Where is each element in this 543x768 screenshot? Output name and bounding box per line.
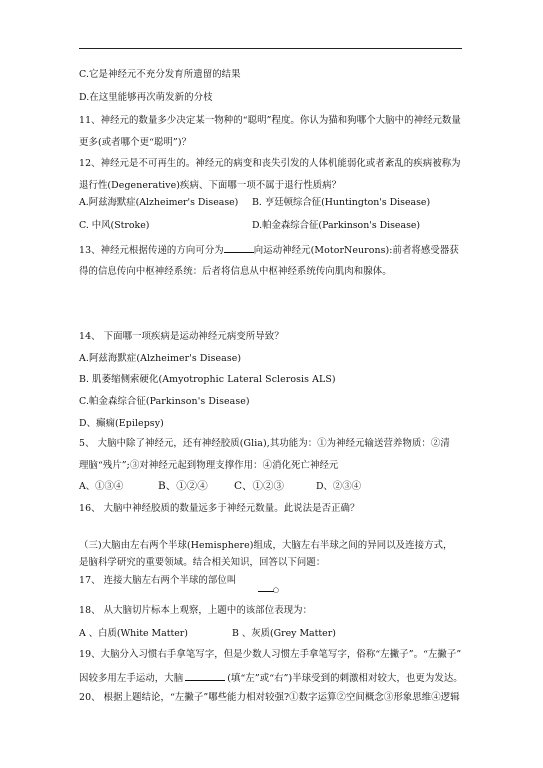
question-5-line1: 5、 大脑中除了神经元，还有神经胶质(Glia),其功能为：①为神经元输送营养物质：②清: [79, 438, 450, 449]
question-5-option-b: B、①②④: [158, 480, 208, 492]
question-13-blank[interactable]: [224, 243, 254, 253]
question-12-line2: 退行性(Degenerative)疾病、下面哪一项不属于退行性质病？: [79, 180, 342, 191]
question-19-line2: [79, 671, 463, 685]
question-5-line2: 理脑“残片”;③对神经元起到物理支撑作用：④消化死亡神经元: [79, 460, 339, 471]
question-13-text-after-blank: 向运动神经元(MotorNeurons):前者将感受器获: [253, 245, 459, 256]
question-13-line1: [79, 243, 459, 257]
question-18-option-a: A 、白质(White Matter): [79, 628, 188, 639]
question-14-option-a: A.阿兹海默症(Alzheimer's Disease): [79, 353, 242, 364]
question-13-line2: 得的信息传向中枢神经系统：后者将信息从中枢神经系统传向肌肉和腺体。: [79, 266, 392, 277]
option-c-line: C.它是神经元不充分发育所遗留的结果: [79, 69, 241, 80]
question-12-option-c: C. 中风(Stroke): [79, 220, 150, 231]
section-3-intro-line2: 是脑科学研究的重要领域。结合相关知识，回答以下问题：: [79, 557, 326, 568]
question-17-circle-mark: ○: [272, 586, 279, 594]
question-5-option-a: A、①③④: [79, 481, 124, 492]
question-12-option-a: A.阿兹海默症(Alzheimer's Disease): [79, 197, 239, 208]
question-14-option-d: D、癫痫(Epilepsy): [79, 418, 164, 429]
question-12-line1: 12、神经元是不可再生的。神经元的病变和丧失引发的人体机能弱化或者紊乱的疾病被称为: [79, 158, 461, 169]
question-17-answer-blank[interactable]: [258, 586, 279, 594]
option-d-line: D.在这里能够再次萌发新的分枝: [79, 92, 213, 103]
question-12-option-b: B. 亨廷顿综合征(Huntington's Disease): [252, 197, 431, 208]
question-5-option-d: D、②③④: [316, 481, 362, 492]
question-11-line1: 11、神经元的数量多少决定某一物种的“聪明”程度。你认为猫和狗哪个大脑中的神经元数量: [79, 115, 461, 126]
header-rule: [79, 48, 462, 49]
question-17: 17、 连接大脑左右两个半球的部位叫: [79, 575, 237, 586]
question-12-option-d: D.帕金森综合征(Parkinson's Disease): [252, 220, 421, 231]
section-3-intro-line1: （三)大脑由左右两个半球(Hemisphere)组成，大脑左右半球之间的异同以及连接方式，: [79, 540, 453, 551]
question-19-text-after-blank: (填“左”或“右”)半球受到的刺激相对较大，也更为发达。: [227, 673, 463, 684]
question-19-blank[interactable]: [185, 671, 225, 681]
question-18-option-b: B 、灰质(Grey Matter): [232, 628, 336, 639]
question-13-text-before-blank: 13、神经元根据传递的方向可分为: [79, 245, 224, 256]
question-5-option-c: C、①②③: [234, 480, 285, 492]
question-11-line2: 更多(或者哪个更“聪明”)？: [79, 137, 192, 148]
question-14-option-c: C.帕金森综合征(Parkinson's Disease): [79, 396, 250, 407]
question-19-line1: 19、大脑分入习惯右手拿笔写字，但是少数人习惯左手拿笔写字，俗称“左撇子”。“左撇子”: [79, 649, 462, 660]
question-19-text-before-blank: 因较多用左手运动，大脑: [79, 673, 184, 684]
question-16: 16、 大脑中神经胶质的数量远多于神经元数量。此说法是否正确？: [79, 503, 360, 514]
question-18: 18、 从大脑切片标本上观察，上题中的该部位表现为：: [79, 605, 313, 616]
question-14: 14、 下面哪一项疾病是运动神经元病变所导致？: [79, 331, 284, 342]
question-20: 20、 根据上题结论，“左撇子”哪些能力相对较强?①数字运算②空间概念③形象思维④逻辑: [79, 692, 460, 703]
question-14-option-b: B. 肌萎缩侧索硬化(Amyotrophic Lateral Sclerosis ALS): [79, 374, 336, 385]
